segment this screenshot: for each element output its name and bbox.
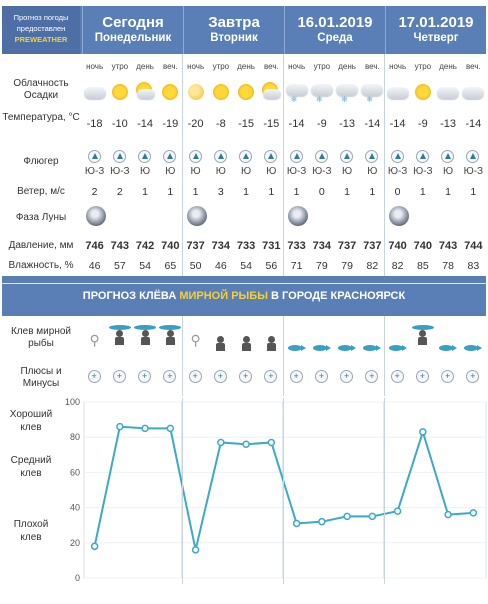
temperature-value: -13	[440, 118, 457, 130]
cloud-icon	[263, 89, 281, 99]
temperature-value: -15	[263, 118, 280, 130]
wind-speed: 1	[192, 186, 199, 198]
plus-minus-icon: +	[88, 370, 101, 383]
plus-minus-icon: +	[189, 370, 202, 383]
fisherman-fishing-icon	[212, 334, 230, 354]
provider-block	[2, 6, 80, 54]
wind-vane-icon	[113, 150, 126, 163]
wind-direction: Ю-З	[110, 166, 130, 177]
sun-icon	[162, 84, 178, 100]
data-point	[218, 439, 224, 445]
data-point	[268, 439, 274, 445]
humidity-value: 46	[88, 260, 101, 272]
hook-icon: ⚲	[190, 332, 201, 348]
fisherman-fishing-icon	[237, 334, 255, 354]
fish-icon	[313, 345, 327, 351]
sun-icon	[213, 84, 229, 100]
time-of-day-label: день	[439, 62, 457, 71]
plus-minus-icon: +	[264, 370, 277, 383]
bite-forecast-banner	[2, 276, 486, 316]
pressure-value: 744	[464, 240, 483, 252]
time-of-day-label: ночь	[187, 62, 205, 71]
row-divider	[2, 283, 486, 284]
temperature-value: -14	[389, 118, 406, 130]
time-of-day-label: веч.	[162, 62, 178, 71]
wind-speed: 1	[419, 186, 426, 198]
y-tick-label: 100	[64, 397, 80, 407]
chart-label-good: Хороший клев	[9, 409, 53, 433]
day-separator	[283, 398, 284, 584]
time-of-day-label: день	[136, 62, 154, 71]
moon-phase-icon	[187, 206, 207, 226]
time-of-day-label: утро	[111, 62, 129, 71]
time-of-day-label: утро	[313, 62, 331, 71]
plus-minus-icon: +	[163, 370, 176, 383]
fish-icon	[288, 345, 302, 351]
data-point	[369, 513, 375, 519]
day-separator	[283, 316, 284, 396]
wind-direction: Ю	[241, 166, 252, 177]
pressure-value: 737	[337, 240, 357, 252]
wind-speed: 1	[142, 186, 149, 198]
temperature-value: -9	[417, 118, 428, 130]
moon-phase-icon	[86, 206, 106, 226]
wind-speed: 3	[217, 186, 224, 198]
plus-minus-icon: +	[441, 370, 454, 383]
pressure-value: 737	[363, 240, 382, 252]
data-point	[142, 425, 148, 431]
temperature-value: -15	[238, 118, 255, 130]
day-weekday: Среда	[317, 32, 353, 44]
day-title: 16.01.2019	[297, 14, 373, 31]
day-separator	[384, 398, 385, 584]
data-point	[420, 429, 426, 435]
humidity-value: 65	[164, 260, 177, 272]
moon-phase-icon	[288, 206, 308, 226]
data-point	[167, 425, 173, 431]
wind-direction: Ю	[215, 166, 226, 177]
moon-phase-icon	[389, 206, 409, 226]
day-weekday: Понедельник	[94, 32, 172, 44]
fish-icon	[363, 345, 377, 351]
data-point	[294, 520, 300, 526]
humidity-value: 79	[316, 260, 328, 272]
wind-vane-icon	[214, 150, 227, 163]
wind-speed: 1	[470, 186, 477, 198]
wind-speed: 2	[91, 186, 98, 198]
fisherman-holding-fish-icon	[414, 328, 432, 348]
plus-minus-icon: +	[138, 370, 151, 383]
wind-vane-icon	[239, 150, 252, 163]
time-of-day-label: ночь	[288, 62, 306, 71]
wind-direction: Ю	[190, 166, 201, 177]
day-header-0	[82, 6, 183, 54]
wind-direction: Ю	[140, 166, 151, 177]
day-separator	[182, 316, 183, 396]
wind-direction: Ю	[443, 166, 454, 177]
provider-line2: предоставлен	[16, 24, 66, 33]
day-title: 17.01.2019	[398, 14, 474, 31]
y-tick-label: 80	[69, 432, 80, 443]
day-separator	[182, 398, 183, 584]
row-label-vane: Флюгер	[23, 156, 59, 167]
time-of-day-label: день	[237, 62, 255, 71]
wind-speed: 0	[394, 186, 401, 198]
y-tick-label: 20	[69, 537, 80, 548]
wind-speed: 0	[318, 186, 325, 198]
row-label-temp: Температура, °C	[2, 112, 80, 123]
temperature-value: -14	[288, 118, 305, 130]
wind-speed: 1	[243, 186, 250, 198]
time-of-day-label: ночь	[86, 62, 104, 71]
pressure-value: 743	[438, 240, 458, 252]
row-label-pressure: Давление, мм	[8, 240, 74, 251]
wind-direction: Ю	[367, 166, 378, 177]
wind-direction: Ю-З	[312, 166, 332, 177]
time-of-day-label: веч.	[364, 62, 380, 71]
humidity-value: 54	[240, 260, 252, 272]
time-of-day-label: веч.	[465, 62, 481, 71]
day-header-1	[183, 6, 284, 54]
plus-minus-icon: +	[416, 370, 429, 383]
wind-direction: Ю-З	[84, 166, 105, 177]
temperature-value: -18	[86, 118, 103, 130]
day-header-3	[385, 6, 486, 54]
plus-minus-icon: +	[290, 370, 303, 383]
pressure-value: 746	[85, 240, 104, 252]
data-point	[445, 512, 451, 518]
fisherman-holding-fish-icon	[136, 328, 154, 348]
provider-brand-link[interactable]: PREWEATHER	[14, 35, 68, 44]
day-separator	[384, 316, 385, 396]
banner-post: В ГОРОДЕ КРАСНОЯРСК	[267, 290, 406, 302]
data-point	[470, 510, 476, 516]
wind-direction: Ю-З	[463, 166, 484, 177]
wind-speed: 1	[369, 186, 376, 198]
humidity-value: 46	[215, 260, 227, 272]
snowflake-icon: ❄	[366, 95, 374, 104]
wind-vane-icon	[163, 150, 176, 163]
fish-icon	[338, 345, 352, 351]
wind-speed: 2	[116, 186, 123, 198]
cloud-icon	[437, 87, 459, 99]
y-tick-label: 60	[69, 467, 80, 478]
wind-vane-icon	[466, 150, 479, 163]
day-title: Сегодня	[102, 14, 164, 31]
row-label-humidity: Влажность, %	[8, 260, 74, 271]
wind-vane-icon	[441, 150, 454, 163]
data-point	[344, 513, 350, 519]
fish-icon	[389, 345, 403, 351]
data-point	[243, 441, 249, 447]
pressure-value: 743	[110, 240, 130, 252]
chart-label-bad: Плохой клев	[13, 519, 49, 543]
wind-direction: Ю-З	[413, 166, 433, 177]
sun-icon	[112, 84, 128, 100]
plus-minus-icon: +	[365, 370, 378, 383]
humidity-value: 85	[417, 260, 429, 272]
wind-speed: 1	[293, 186, 300, 198]
moon-icon	[188, 84, 204, 100]
humidity-value: 78	[442, 260, 454, 272]
day-weekday: Вторник	[210, 32, 258, 44]
wind-direction: Ю	[342, 166, 353, 177]
data-point	[193, 547, 199, 553]
temperature-value: -10	[111, 118, 128, 130]
plus-minus-icon: +	[113, 370, 126, 383]
pressure-value: 742	[135, 240, 155, 252]
plus-minus-icon: +	[315, 370, 328, 383]
time-of-day-label: веч.	[263, 62, 279, 71]
cloud-icon	[137, 89, 155, 99]
fish-icon	[464, 345, 478, 351]
wind-direction: Ю-З	[286, 166, 307, 177]
wind-vane-icon	[264, 150, 277, 163]
wind-direction: Ю	[165, 166, 176, 177]
y-tick-label: 40	[69, 502, 80, 513]
pressure-value: 734	[211, 240, 231, 252]
snowflake-icon: ❄	[341, 95, 348, 104]
chart-plot-area	[84, 402, 486, 578]
pressure-value: 733	[287, 240, 306, 252]
cloud-icon	[84, 87, 106, 99]
humidity-value: 71	[290, 260, 303, 272]
humidity-value: 50	[189, 260, 202, 272]
snowflake-icon: ❄	[315, 95, 323, 104]
cloud-icon	[462, 87, 484, 99]
wind-speed: 1	[167, 186, 174, 198]
time-of-day-label: день	[338, 62, 356, 71]
wind-vane-icon	[189, 150, 202, 163]
wind-direction: Ю-З	[387, 166, 408, 177]
temperature-value: -9	[316, 118, 327, 130]
temperature-value: -20	[187, 118, 204, 130]
pressure-value: 731	[262, 240, 281, 252]
forecast-header	[2, 6, 486, 54]
temperature-value: -8	[215, 118, 226, 130]
plus-minus-icon: +	[214, 370, 227, 383]
data-point	[319, 519, 325, 525]
pressure-value: 737	[186, 240, 205, 252]
row-label-bite: Клев мирной рыбы	[10, 326, 71, 349]
time-of-day-label: ночь	[389, 62, 407, 71]
humidity-value: 82	[391, 260, 404, 272]
temperature-value: -19	[162, 118, 179, 130]
temperature-value: -14	[465, 118, 482, 130]
provider-line1: Прогноз погоды	[13, 13, 69, 22]
snowflake-icon: ❄	[290, 95, 298, 104]
banner-highlight: МИРНОЙ РЫБЫ	[179, 290, 268, 302]
time-of-day-label: утро	[414, 62, 432, 71]
fisherman-fishing-icon	[262, 334, 280, 354]
row-label-moon: Фаза Луны	[15, 212, 67, 223]
temperature-value: -13	[339, 118, 356, 130]
wind-vane-icon	[391, 150, 404, 163]
time-of-day-label: утро	[212, 62, 230, 71]
cloud-icon	[387, 87, 409, 99]
sun-icon	[238, 84, 254, 100]
data-point	[117, 424, 123, 430]
pressure-value: 733	[236, 240, 256, 252]
temperature-value: -14	[137, 118, 154, 130]
humidity-value: 82	[366, 260, 379, 272]
wind-speed: 1	[268, 186, 275, 198]
wind-vane-icon	[138, 150, 151, 163]
plus-minus-icon: +	[466, 370, 479, 383]
fish-icon	[439, 345, 453, 351]
wind-vane-icon	[340, 150, 353, 163]
humidity-value: 57	[114, 260, 126, 272]
humidity-value: 79	[341, 260, 353, 272]
chart-label-mid: Средний клев	[10, 455, 52, 479]
row-label-wind: Ветер, м/с	[17, 186, 65, 197]
row-label-cloud: Облачность Осадки	[13, 78, 69, 101]
day-weekday: Четверг	[413, 32, 459, 44]
fisherman-holding-fish-icon	[161, 328, 179, 348]
wind-vane-icon	[290, 150, 303, 163]
humidity-value: 56	[265, 260, 278, 272]
humidity-value: 54	[139, 260, 151, 272]
row-label-pm: Плюсы и Минусы	[20, 366, 62, 389]
hook-icon: ⚲	[89, 332, 100, 348]
pressure-value: 740	[413, 240, 433, 252]
wind-direction: Ю	[266, 166, 277, 177]
data-point	[92, 543, 98, 549]
plus-minus-icon: +	[391, 370, 404, 383]
wind-vane-icon	[365, 150, 378, 163]
humidity-value: 83	[467, 260, 480, 272]
day-title: Завтра	[208, 14, 260, 31]
wind-speed: 1	[344, 186, 351, 198]
day-header-2	[284, 6, 385, 54]
pressure-value: 740	[161, 240, 180, 252]
wind-speed: 1	[445, 186, 452, 198]
wind-vane-icon	[88, 150, 101, 163]
fisherman-holding-fish-icon	[111, 328, 129, 348]
y-tick-label: 0	[74, 573, 80, 583]
wind-vane-icon	[315, 150, 328, 163]
plus-minus-icon: +	[239, 370, 252, 383]
pressure-value: 740	[388, 240, 407, 252]
pressure-value: 734	[312, 240, 332, 252]
temperature-value: -14	[364, 118, 381, 130]
sun-icon	[415, 84, 431, 100]
banner-pre: ПРОГНОЗ КЛЁВА	[82, 290, 180, 302]
data-point	[395, 508, 401, 514]
plus-minus-icon: +	[340, 370, 353, 383]
wind-vane-icon	[416, 150, 429, 163]
